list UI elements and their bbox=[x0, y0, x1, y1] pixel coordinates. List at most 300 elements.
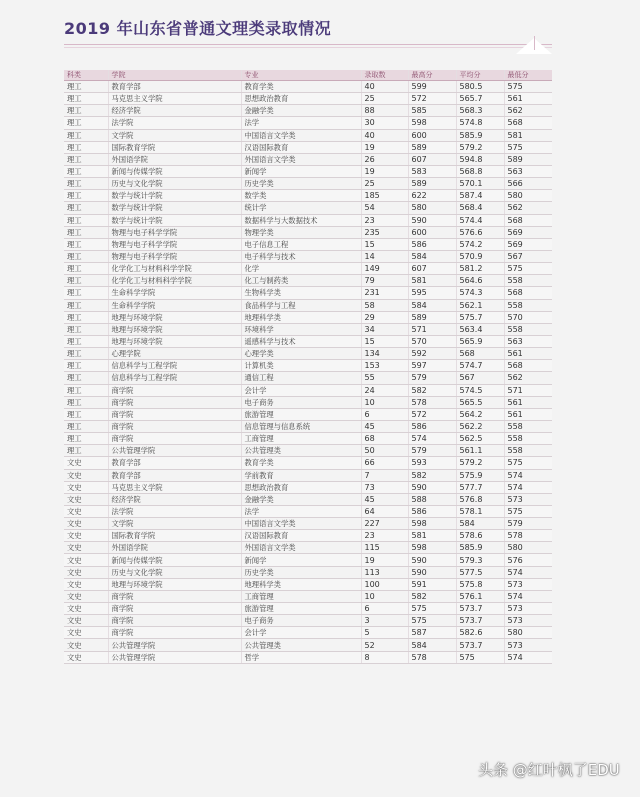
cell-admitted: 45 bbox=[361, 493, 408, 505]
cell-admitted: 68 bbox=[361, 433, 408, 445]
cell-min-score: 567 bbox=[504, 250, 552, 262]
cell-min-score: 573 bbox=[504, 639, 552, 651]
cell-category: 文史 bbox=[64, 651, 108, 663]
cell-max-score: 589 bbox=[408, 311, 456, 323]
cell-admitted: 34 bbox=[361, 323, 408, 335]
cell-min-score: 574 bbox=[504, 590, 552, 602]
cell-avg-score: 576.1 bbox=[456, 590, 504, 602]
cell-category: 文史 bbox=[64, 530, 108, 542]
cell-major: 法学 bbox=[241, 117, 361, 129]
cell-max-score: 622 bbox=[408, 190, 456, 202]
cell-avg-score: 563.4 bbox=[456, 323, 504, 335]
cell-category: 文史 bbox=[64, 518, 108, 530]
cell-max-score: 582 bbox=[408, 590, 456, 602]
table-row bbox=[64, 360, 552, 372]
cell-max-score: 579 bbox=[408, 372, 456, 384]
cell-major: 思想政治教育 bbox=[241, 93, 361, 105]
cell-admitted: 185 bbox=[361, 190, 408, 202]
cell-max-score: 584 bbox=[408, 639, 456, 651]
cell-admitted: 3 bbox=[361, 615, 408, 627]
cell-college: 生命科学学院 bbox=[108, 299, 241, 311]
cell-major: 信息管理与信息系统 bbox=[241, 420, 361, 432]
cell-max-score: 590 bbox=[408, 566, 456, 578]
cell-max-score: 584 bbox=[408, 299, 456, 311]
table-row bbox=[64, 214, 552, 226]
cell-min-score: 561 bbox=[504, 93, 552, 105]
cell-major: 地理科学类 bbox=[241, 311, 361, 323]
cell-college: 心理学院 bbox=[108, 348, 241, 360]
cell-major: 学前教育 bbox=[241, 469, 361, 481]
cell-admitted: 115 bbox=[361, 542, 408, 554]
cell-avg-score: 574.8 bbox=[456, 117, 504, 129]
table-row bbox=[64, 396, 552, 408]
cell-min-score: 573 bbox=[504, 615, 552, 627]
cell-major: 电子商务 bbox=[241, 615, 361, 627]
cell-college: 信息科学与工程学院 bbox=[108, 360, 241, 372]
cell-max-score: 607 bbox=[408, 153, 456, 165]
table-header-row bbox=[64, 70, 552, 81]
cell-min-score: 558 bbox=[504, 275, 552, 287]
cell-college: 商学院 bbox=[108, 590, 241, 602]
cell-major: 历史学类 bbox=[241, 566, 361, 578]
cell-college: 物理与电子科学学院 bbox=[108, 238, 241, 250]
cell-major: 数据科学与大数据技术 bbox=[241, 214, 361, 226]
cell-major: 统计学 bbox=[241, 202, 361, 214]
cell-category: 文史 bbox=[64, 639, 108, 651]
cell-college: 教育学部 bbox=[108, 469, 241, 481]
cell-max-score: 582 bbox=[408, 384, 456, 396]
cell-category: 理工 bbox=[64, 81, 108, 93]
cell-max-score: 600 bbox=[408, 129, 456, 141]
cell-major: 思想政治教育 bbox=[241, 481, 361, 493]
cell-college: 公共管理学院 bbox=[108, 651, 241, 663]
cell-major: 工商管理 bbox=[241, 433, 361, 445]
table-row bbox=[64, 141, 552, 153]
cell-min-score: 570 bbox=[504, 311, 552, 323]
table-row bbox=[64, 481, 552, 493]
table-row bbox=[64, 457, 552, 469]
table-row bbox=[64, 165, 552, 177]
cell-major: 汉语国际教育 bbox=[241, 141, 361, 153]
cell-avg-score: 564.2 bbox=[456, 408, 504, 420]
cell-category: 理工 bbox=[64, 420, 108, 432]
title-divider-secondary bbox=[64, 47, 552, 48]
table-row bbox=[64, 250, 552, 262]
cell-major: 公共管理类 bbox=[241, 639, 361, 651]
cell-avg-score: 573.7 bbox=[456, 603, 504, 615]
cell-major: 电子商务 bbox=[241, 396, 361, 408]
cell-college: 新闻与传媒学院 bbox=[108, 165, 241, 177]
cell-admitted: 45 bbox=[361, 420, 408, 432]
admission-table bbox=[64, 70, 552, 664]
cell-major: 通信工程 bbox=[241, 372, 361, 384]
cell-college: 国际教育学院 bbox=[108, 530, 241, 542]
cell-min-score: 566 bbox=[504, 178, 552, 190]
cell-college: 数学与统计学院 bbox=[108, 190, 241, 202]
cell-max-score: 595 bbox=[408, 287, 456, 299]
cell-college: 历史与文化学院 bbox=[108, 178, 241, 190]
cell-major: 物理学类 bbox=[241, 226, 361, 238]
cell-college: 信息科学与工程学院 bbox=[108, 372, 241, 384]
cell-min-score: 558 bbox=[504, 323, 552, 335]
table-row bbox=[64, 627, 552, 639]
cell-admitted: 8 bbox=[361, 651, 408, 663]
cell-avg-score: 582.6 bbox=[456, 627, 504, 639]
table-row bbox=[64, 372, 552, 384]
cell-max-score: 590 bbox=[408, 481, 456, 493]
cell-admitted: 7 bbox=[361, 469, 408, 481]
cell-category: 理工 bbox=[64, 117, 108, 129]
cell-admitted: 6 bbox=[361, 603, 408, 615]
table-row bbox=[64, 190, 552, 202]
cell-admitted: 19 bbox=[361, 141, 408, 153]
cell-admitted: 5 bbox=[361, 627, 408, 639]
table-row bbox=[64, 117, 552, 129]
cell-major: 电子信息工程 bbox=[241, 238, 361, 250]
cell-max-score: 588 bbox=[408, 493, 456, 505]
cell-min-score: 568 bbox=[504, 214, 552, 226]
cell-avg-score: 575.7 bbox=[456, 311, 504, 323]
cell-max-score: 593 bbox=[408, 457, 456, 469]
page-title: 2019 年山东省普通文理类录取情况 bbox=[64, 19, 332, 38]
cell-admitted: 88 bbox=[361, 105, 408, 117]
cell-category: 理工 bbox=[64, 93, 108, 105]
divider-notch-mark bbox=[534, 36, 535, 50]
cell-avg-score: 562.1 bbox=[456, 299, 504, 311]
cell-min-score: 581 bbox=[504, 129, 552, 141]
cell-min-score: 568 bbox=[504, 360, 552, 372]
cell-avg-score: 568 bbox=[456, 348, 504, 360]
cell-min-score: 578 bbox=[504, 530, 552, 542]
cell-admitted: 29 bbox=[361, 311, 408, 323]
cell-min-score: 575 bbox=[504, 457, 552, 469]
cell-major: 旅游管理 bbox=[241, 408, 361, 420]
cell-avg-score: 578.1 bbox=[456, 505, 504, 517]
cell-category: 理工 bbox=[64, 299, 108, 311]
cell-admitted: 23 bbox=[361, 530, 408, 542]
cell-max-score: 598 bbox=[408, 542, 456, 554]
cell-max-score: 575 bbox=[408, 603, 456, 615]
cell-college: 外国语学院 bbox=[108, 542, 241, 554]
cell-admitted: 113 bbox=[361, 566, 408, 578]
table-row bbox=[64, 105, 552, 117]
cell-avg-score: 574.2 bbox=[456, 238, 504, 250]
cell-major: 化工与制药类 bbox=[241, 275, 361, 287]
cell-avg-score: 579.3 bbox=[456, 554, 504, 566]
cell-avg-score: 570.9 bbox=[456, 250, 504, 262]
cell-major: 金融学类 bbox=[241, 105, 361, 117]
cell-avg-score: 568.4 bbox=[456, 202, 504, 214]
cell-avg-score: 567 bbox=[456, 372, 504, 384]
table-row bbox=[64, 323, 552, 335]
cell-major: 外国语言文学类 bbox=[241, 542, 361, 554]
cell-college: 公共管理学院 bbox=[108, 639, 241, 651]
cell-college: 外国语学院 bbox=[108, 153, 241, 165]
cell-admitted: 25 bbox=[361, 93, 408, 105]
cell-avg-score: 574.7 bbox=[456, 360, 504, 372]
header-max-score: 最高分 bbox=[408, 70, 456, 81]
table-row bbox=[64, 202, 552, 214]
cell-max-score: 590 bbox=[408, 214, 456, 226]
cell-min-score: 563 bbox=[504, 165, 552, 177]
cell-major: 数学类 bbox=[241, 190, 361, 202]
cell-admitted: 10 bbox=[361, 590, 408, 602]
cell-avg-score: 575 bbox=[456, 651, 504, 663]
cell-avg-score: 594.8 bbox=[456, 153, 504, 165]
cell-admitted: 227 bbox=[361, 518, 408, 530]
table-row bbox=[64, 445, 552, 457]
cell-major: 环境科学 bbox=[241, 323, 361, 335]
cell-college: 数学与统计学院 bbox=[108, 214, 241, 226]
cell-category: 理工 bbox=[64, 323, 108, 335]
cell-min-score: 575 bbox=[504, 505, 552, 517]
cell-min-score: 562 bbox=[504, 372, 552, 384]
table-row bbox=[64, 263, 552, 275]
cell-major: 历史学类 bbox=[241, 178, 361, 190]
cell-max-score: 571 bbox=[408, 323, 456, 335]
cell-avg-score: 575.9 bbox=[456, 469, 504, 481]
cell-min-score: 573 bbox=[504, 603, 552, 615]
cell-college: 地理与环境学院 bbox=[108, 311, 241, 323]
cell-college: 数学与统计学院 bbox=[108, 202, 241, 214]
table-row bbox=[64, 93, 552, 105]
cell-college: 地理与环境学院 bbox=[108, 578, 241, 590]
cell-min-score: 568 bbox=[504, 117, 552, 129]
cell-admitted: 24 bbox=[361, 384, 408, 396]
cell-avg-score: 565.7 bbox=[456, 93, 504, 105]
cell-major: 教育学类 bbox=[241, 457, 361, 469]
cell-max-score: 581 bbox=[408, 530, 456, 542]
cell-category: 理工 bbox=[64, 335, 108, 347]
cell-max-score: 578 bbox=[408, 651, 456, 663]
table-row bbox=[64, 287, 552, 299]
cell-max-score: 597 bbox=[408, 360, 456, 372]
cell-college: 商学院 bbox=[108, 603, 241, 615]
cell-min-score: 573 bbox=[504, 493, 552, 505]
cell-min-score: 574 bbox=[504, 469, 552, 481]
cell-min-score: 568 bbox=[504, 287, 552, 299]
cell-min-score: 574 bbox=[504, 651, 552, 663]
cell-category: 理工 bbox=[64, 275, 108, 287]
cell-max-score: 598 bbox=[408, 117, 456, 129]
cell-college: 商学院 bbox=[108, 615, 241, 627]
cell-category: 理工 bbox=[64, 372, 108, 384]
table-row bbox=[64, 348, 552, 360]
table-body bbox=[64, 81, 552, 664]
cell-avg-score: 570.1 bbox=[456, 178, 504, 190]
cell-major: 中国语言文学类 bbox=[241, 518, 361, 530]
table-row bbox=[64, 129, 552, 141]
cell-category: 理工 bbox=[64, 178, 108, 190]
cell-college: 商学院 bbox=[108, 408, 241, 420]
cell-max-score: 575 bbox=[408, 615, 456, 627]
cell-max-score: 586 bbox=[408, 238, 456, 250]
cell-college: 马克思主义学院 bbox=[108, 93, 241, 105]
cell-college: 生命科学学院 bbox=[108, 287, 241, 299]
cell-major: 工商管理 bbox=[241, 590, 361, 602]
cell-major: 汉语国际教育 bbox=[241, 530, 361, 542]
cell-avg-score: 578.6 bbox=[456, 530, 504, 542]
table-row bbox=[64, 518, 552, 530]
cell-admitted: 15 bbox=[361, 335, 408, 347]
cell-max-score: 579 bbox=[408, 445, 456, 457]
cell-min-score: 558 bbox=[504, 420, 552, 432]
cell-max-score: 570 bbox=[408, 335, 456, 347]
cell-admitted: 149 bbox=[361, 263, 408, 275]
table-row bbox=[64, 81, 552, 93]
title-divider bbox=[64, 44, 552, 45]
cell-major: 电子科学与技术 bbox=[241, 250, 361, 262]
table-row bbox=[64, 542, 552, 554]
cell-college: 经济学院 bbox=[108, 493, 241, 505]
cell-max-score: 598 bbox=[408, 518, 456, 530]
cell-avg-score: 576.6 bbox=[456, 226, 504, 238]
cell-min-score: 575 bbox=[504, 81, 552, 93]
cell-avg-score: 573.7 bbox=[456, 639, 504, 651]
cell-college: 教育学部 bbox=[108, 457, 241, 469]
cell-avg-score: 585.9 bbox=[456, 129, 504, 141]
cell-major: 旅游管理 bbox=[241, 603, 361, 615]
cell-max-score: 586 bbox=[408, 420, 456, 432]
cell-category: 理工 bbox=[64, 287, 108, 299]
cell-max-score: 585 bbox=[408, 105, 456, 117]
cell-avg-score: 562.2 bbox=[456, 420, 504, 432]
cell-avg-score: 574.5 bbox=[456, 384, 504, 396]
cell-min-score: 561 bbox=[504, 348, 552, 360]
cell-major: 金融学类 bbox=[241, 493, 361, 505]
table-row bbox=[64, 299, 552, 311]
cell-college: 商学院 bbox=[108, 396, 241, 408]
cell-major: 中国语言文学类 bbox=[241, 129, 361, 141]
table-row bbox=[64, 226, 552, 238]
cell-admitted: 79 bbox=[361, 275, 408, 287]
cell-min-score: 558 bbox=[504, 299, 552, 311]
cell-avg-score: 581.2 bbox=[456, 263, 504, 275]
cell-min-score: 569 bbox=[504, 238, 552, 250]
cell-category: 理工 bbox=[64, 311, 108, 323]
cell-admitted: 10 bbox=[361, 396, 408, 408]
cell-min-score: 573 bbox=[504, 578, 552, 590]
cell-category: 理工 bbox=[64, 445, 108, 457]
cell-admitted: 40 bbox=[361, 129, 408, 141]
table-row bbox=[64, 615, 552, 627]
cell-category: 文史 bbox=[64, 505, 108, 517]
cell-avg-score: 561.1 bbox=[456, 445, 504, 457]
cell-min-score: 569 bbox=[504, 226, 552, 238]
cell-category: 文史 bbox=[64, 493, 108, 505]
table-row bbox=[64, 469, 552, 481]
cell-college: 教育学部 bbox=[108, 81, 241, 93]
cell-avg-score: 574.4 bbox=[456, 214, 504, 226]
table-row bbox=[64, 493, 552, 505]
cell-avg-score: 585.9 bbox=[456, 542, 504, 554]
table-row bbox=[64, 651, 552, 663]
cell-category: 理工 bbox=[64, 433, 108, 445]
table-row bbox=[64, 420, 552, 432]
cell-college: 新闻与传媒学院 bbox=[108, 554, 241, 566]
cell-admitted: 50 bbox=[361, 445, 408, 457]
cell-avg-score: 576.8 bbox=[456, 493, 504, 505]
cell-college: 经济学院 bbox=[108, 105, 241, 117]
cell-college: 地理与环境学院 bbox=[108, 335, 241, 347]
cell-major: 会计学 bbox=[241, 627, 361, 639]
cell-admitted: 25 bbox=[361, 178, 408, 190]
table-row bbox=[64, 408, 552, 420]
cell-college: 物理与电子科学学院 bbox=[108, 250, 241, 262]
cell-college: 商学院 bbox=[108, 627, 241, 639]
cell-admitted: 73 bbox=[361, 481, 408, 493]
cell-college: 公共管理学院 bbox=[108, 445, 241, 457]
cell-admitted: 153 bbox=[361, 360, 408, 372]
cell-min-score: 580 bbox=[504, 627, 552, 639]
cell-admitted: 15 bbox=[361, 238, 408, 250]
cell-major: 哲学 bbox=[241, 651, 361, 663]
cell-major: 新闻学 bbox=[241, 554, 361, 566]
cell-category: 理工 bbox=[64, 105, 108, 117]
cell-min-score: 563 bbox=[504, 335, 552, 347]
cell-category: 理工 bbox=[64, 129, 108, 141]
cell-category: 文史 bbox=[64, 578, 108, 590]
cell-avg-score: 587.4 bbox=[456, 190, 504, 202]
cell-category: 理工 bbox=[64, 396, 108, 408]
cell-category: 理工 bbox=[64, 202, 108, 214]
cell-max-score: 600 bbox=[408, 226, 456, 238]
cell-category: 文史 bbox=[64, 554, 108, 566]
cell-avg-score: 584 bbox=[456, 518, 504, 530]
cell-college: 商学院 bbox=[108, 420, 241, 432]
cell-category: 理工 bbox=[64, 141, 108, 153]
cell-max-score: 574 bbox=[408, 433, 456, 445]
cell-max-score: 572 bbox=[408, 93, 456, 105]
cell-category: 理工 bbox=[64, 226, 108, 238]
cell-category: 理工 bbox=[64, 238, 108, 250]
cell-avg-score: 564.6 bbox=[456, 275, 504, 287]
table-row bbox=[64, 311, 552, 323]
cell-min-score: 562 bbox=[504, 105, 552, 117]
cell-max-score: 591 bbox=[408, 578, 456, 590]
cell-min-score: 576 bbox=[504, 554, 552, 566]
cell-max-score: 580 bbox=[408, 202, 456, 214]
cell-max-score: 582 bbox=[408, 469, 456, 481]
cell-major: 食品科学与工程 bbox=[241, 299, 361, 311]
cell-category: 理工 bbox=[64, 190, 108, 202]
cell-max-score: 586 bbox=[408, 505, 456, 517]
cell-min-score: 571 bbox=[504, 384, 552, 396]
cell-min-score: 575 bbox=[504, 263, 552, 275]
cell-admitted: 231 bbox=[361, 287, 408, 299]
table-row bbox=[64, 505, 552, 517]
cell-category: 理工 bbox=[64, 153, 108, 165]
cell-min-score: 579 bbox=[504, 518, 552, 530]
cell-admitted: 6 bbox=[361, 408, 408, 420]
cell-max-score: 584 bbox=[408, 250, 456, 262]
cell-admitted: 26 bbox=[361, 153, 408, 165]
header-college: 学院 bbox=[108, 70, 241, 81]
header-category: 科类 bbox=[64, 70, 108, 81]
cell-admitted: 30 bbox=[361, 117, 408, 129]
cell-min-score: 561 bbox=[504, 408, 552, 420]
cell-avg-score: 579.2 bbox=[456, 141, 504, 153]
cell-admitted: 52 bbox=[361, 639, 408, 651]
cell-category: 文史 bbox=[64, 615, 108, 627]
cell-admitted: 134 bbox=[361, 348, 408, 360]
table-row bbox=[64, 603, 552, 615]
header-min-score: 最低分 bbox=[504, 70, 552, 81]
cell-max-score: 572 bbox=[408, 408, 456, 420]
table-row bbox=[64, 335, 552, 347]
cell-category: 文史 bbox=[64, 457, 108, 469]
cell-avg-score: 573.7 bbox=[456, 615, 504, 627]
